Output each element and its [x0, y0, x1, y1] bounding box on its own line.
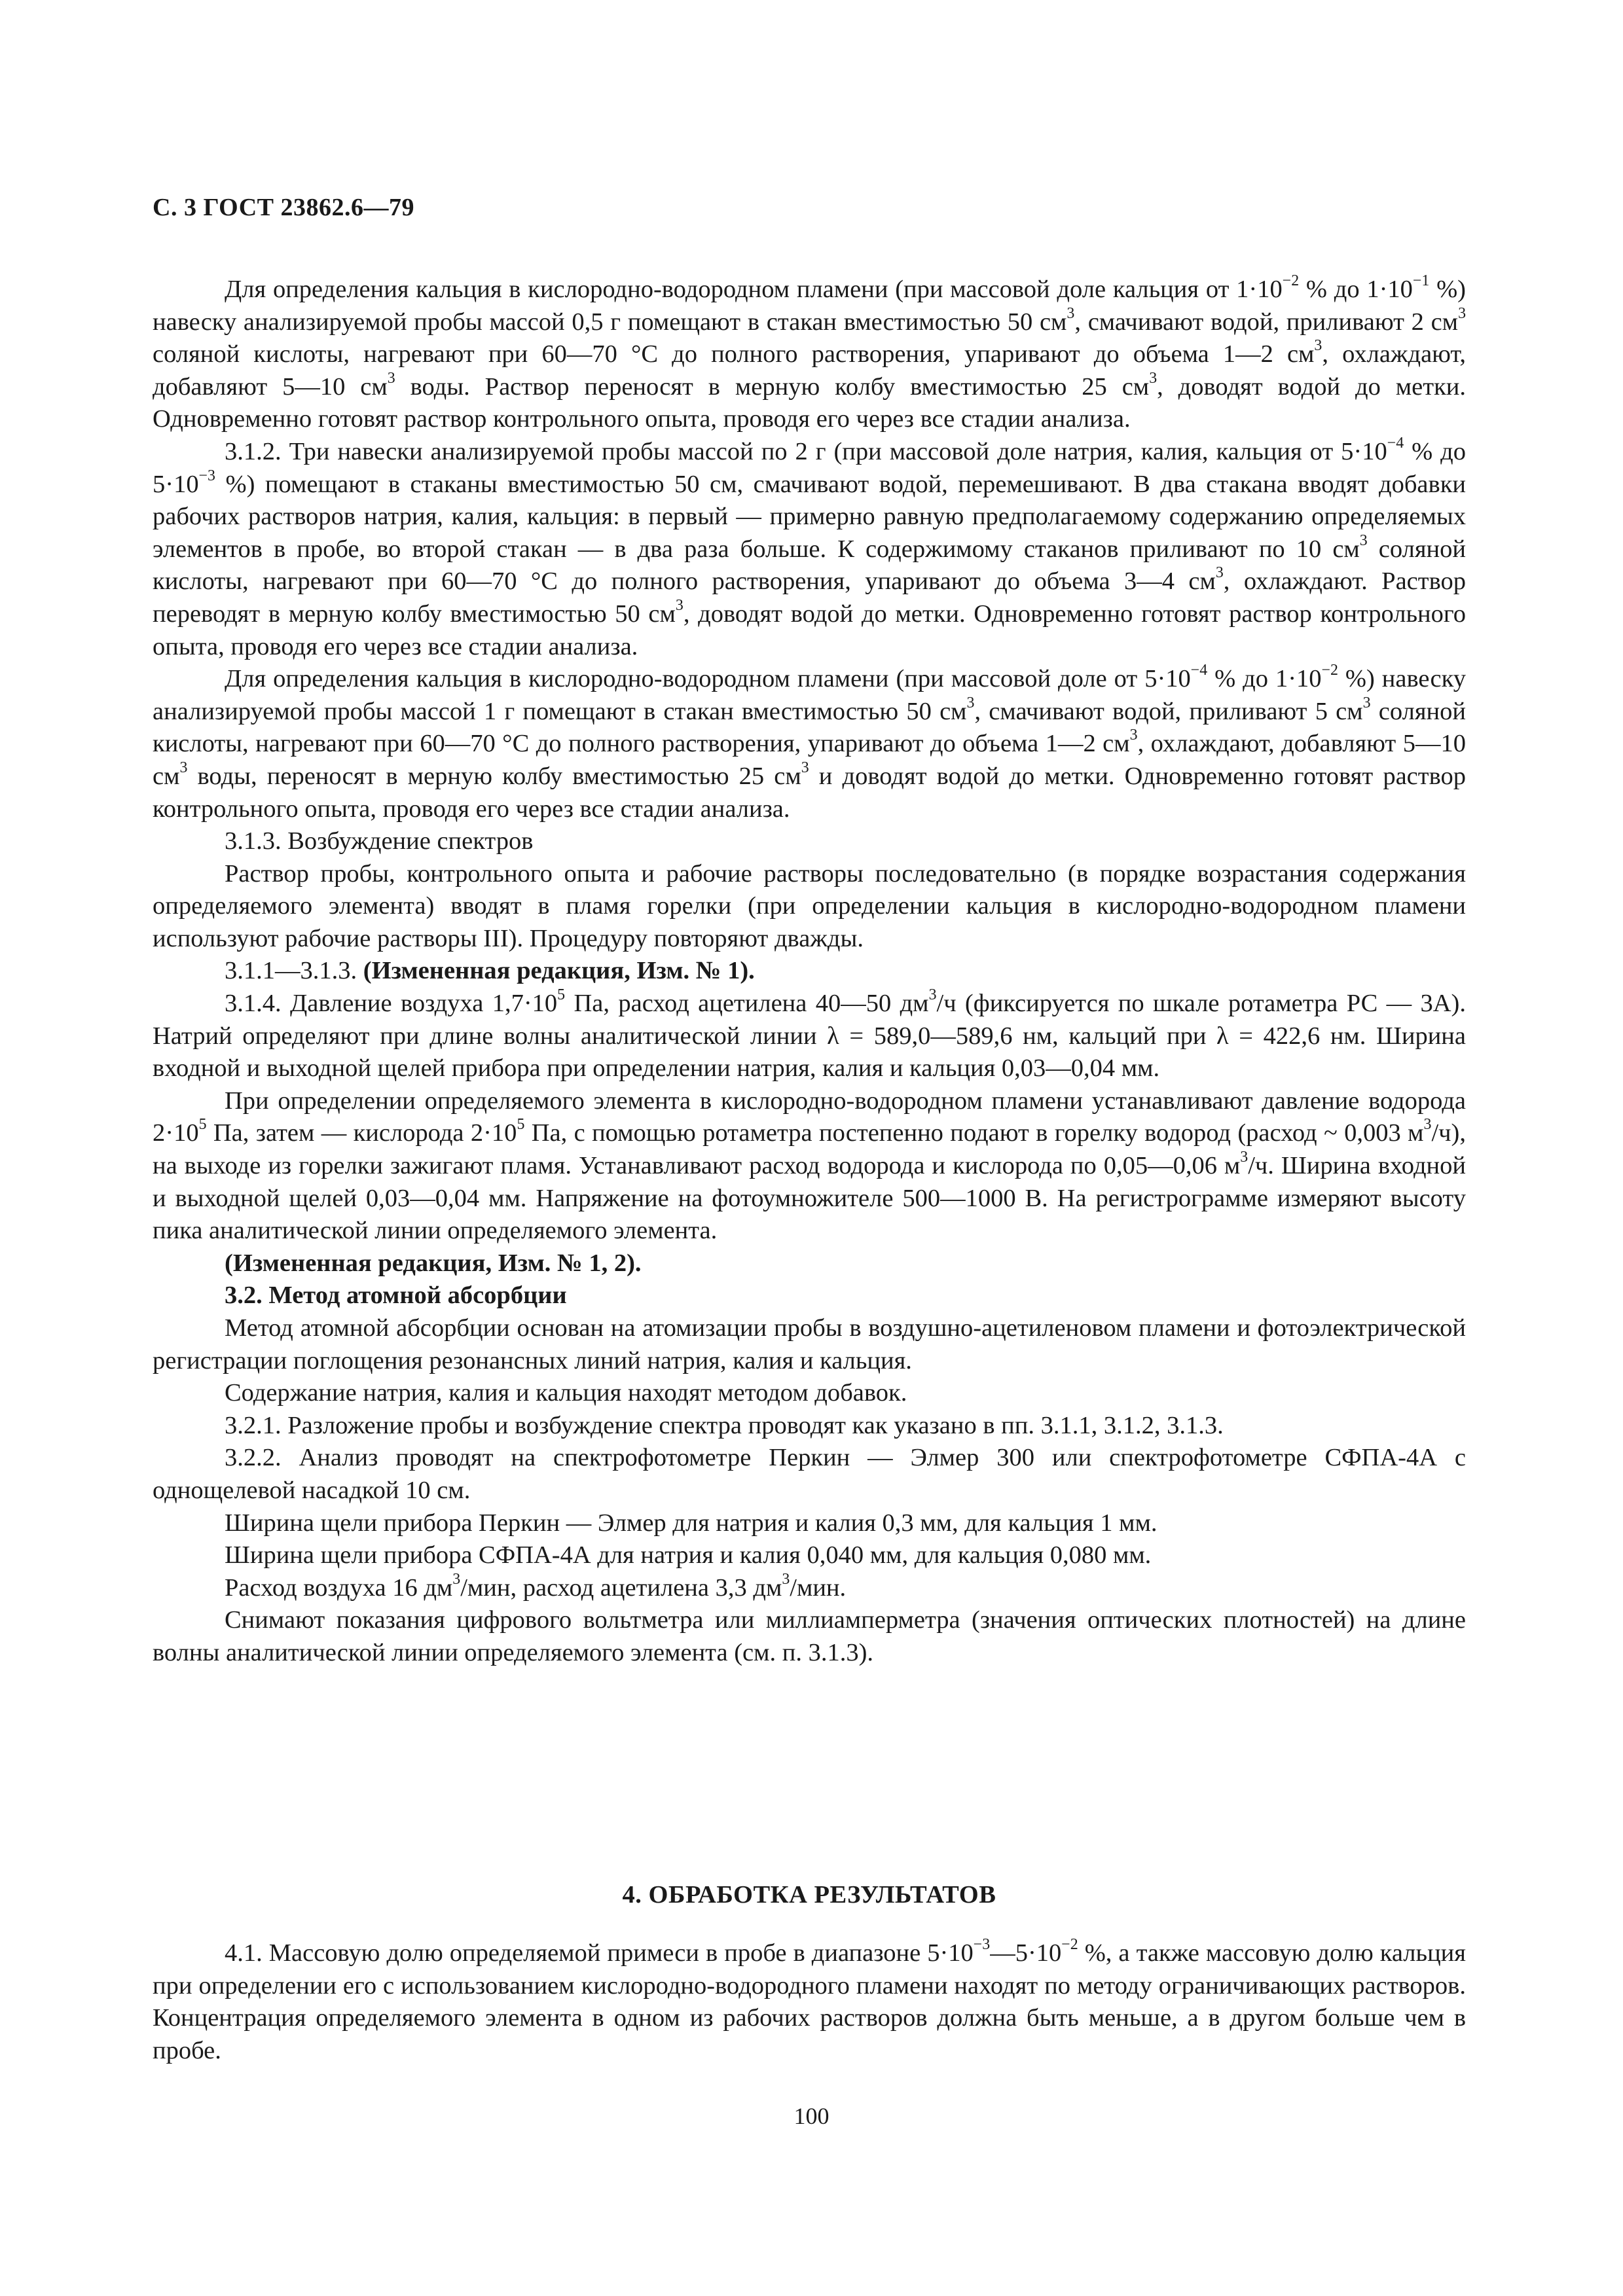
section-4-text: [153, 1937, 1466, 2067]
paragraph-p6: 3.1.1—3.1.3. (Измененная редакция, Изм. № 1).: [225, 957, 755, 985]
paragraph-p4: 3.1.3. Возбуждение спектров: [225, 827, 534, 855]
paragraph-p5: Раствор пробы, контрольного опыта и рабочие растворы последовательно (в порядке возрастания содержания определяемого элемента) вводят в пламя горелки (при определении кальция в кислородно-водородном пламени используют рабочие растворы III). Процедуру повторяют дважды.: [153, 859, 1466, 952]
paragraph-p3: Для определения кальция в кислородно-водородном пламени (при массовой доле от $5\cdot 10^{-4}$ % до $1\cdot 10^{-2}$ %) навеску анализируемой пробы массой 1 г помещают в стакан вместимостью 50 $см^3$, смачивают водой, приливают 5 $см^3$ соляной кислоты, нагревают при 60—70 °С до полного растворения, упаривают до объема 1—2 $см^3$, охлаждают, добавляют 5—10 $см^3$ воды, переносят в мерную колбу вместимостью 25 $см^3$ и доводят водой до метки. Одновременно готовят раствор контрольного опыта, проводя его через все стадии анализа.: [153, 662, 1466, 823]
paragraph-p14: 3.2.2. Анализ проводят на спектрофотометре Перкин — Элмер 300 или спектрофотометре СФПА-4А с однощелевой насадкой 10 см.: [153, 1444, 1466, 1504]
paragraph-p2: 3.1.2. Три навески анализируемой пробы массой по 2 г (при массовой доле натрия, калия, кальция от $5\cdot 10^{-4}$ % до $5\cdot 10^{-3}$ %) помещают в стаканы вместимостью 50 см, смачивают водой, перемешивают. В два стакана вводят добавки рабочих растворов натрия, калия, кальция: в первый — примерно равную предполагаемому содержанию определяемых элементов в пробе, во второй стакан — в два раза больше. К содержимому стаканов приливают по 10 $см^3$ соляной кислоты, нагревают при 60—70 °С до полного растворения, упаривают до объема 3—4 $см^3$, охлаждают. Раствор переводят в мерную колбу вместимостью 50 $см^3$, доводят водой до метки. Одновременно готовят раствор контрольного опыта, проводя его через все стадии анализа.: [153, 435, 1466, 660]
paragraph-p8: При определении определяемого элемента в кислородно-водородном пламени устанавливают давление водорода $2\cdot 10^5$ Па, затем — кислорода $2\cdot 10^5$ Па, с помощью ротаметра постепенно подают в горелку водород (расход ~ 0,003 $м^3/ч$), на выходе из горелки зажигают пламя. Устанавливают расход водорода и кислорода по 0,05—0,06 $м^3/ч$. Ширина входной и выходной щелей 0,03—0,04 мм. Напряжение на фотоумножителе 500—1000 В. На регистрограмме измеряют высоту пика аналитической линии определяемого элемента.: [153, 1086, 1466, 1245]
paragraph-p18: Снимают показания цифрового вольтметра или миллиамперметра (значения оптических плотностей) на длине волны аналитической линии определяемого элемента (см. п. 3.1.3).: [153, 1606, 1466, 1666]
paragraph-s4p1: 4.1. Массовую долю определяемой примеси в пробе в диапазоне $5\cdot 10^{-3}—5\cdot 10^{-2}$ %, а также массовую долю кальция при определении его с использованием кислородно-водородного пламени находят по методу ограничивающих растворов. Концентрация определяемого элемента в одном из рабочих растворов должна быть меньше, а в другом больше чем в пробе.: [153, 1936, 1466, 2064]
paragraph-p1: Для определения кальция в кислородно-водородном пламени (при массовой доле кальция от $1\cdot 10^{-2}$ % до $1\cdot 10^{-1}$ %) навеску анализируемой пробы массой 0,5 г помещают в стакан вместимостью 50 $см^3$, смачивают водой, приливают 2 $см^3$ соляной кислоты, нагревают при 60—70 °С до полного растворения, упаривают до объема 1—2 $см^3$, охлаждают, добавляют 5—10 $см^3$ воды. Раствор переносят в мерную колбу вместимостью 25 $см^3$, доводят водой до метки. Одновременно готовят раствор контрольного опыта, проводя его через все стадии анализа.: [153, 272, 1466, 433]
paragraph-p10: 3.2. Метод атомной абсорбции: [225, 1282, 567, 1310]
paragraph-p17: Расход воздуха 16 $дм^3$/мин, расход ацетилена 3,3 $дм^3$/мин.: [225, 1570, 847, 1602]
section-title: 4. ОБРАБОТКА РЕЗУЛЬТАТОВ: [622, 1881, 996, 1909]
paragraph-p12: Содержание натрия, калия и кальция находят методом добавок.: [225, 1379, 907, 1407]
paragraph-p13: 3.2.1. Разложение пробы и возбуждение спектра проводят как указано в пп. 3.1.1, 3.1.2, 3.1.3.: [225, 1411, 1224, 1439]
paragraph-p7: 3.1.4. Давление воздуха $1,7\cdot 10^5$ Па, расход ацетилена 40—50 $дм^3/ч$ (фиксируется по шкале ротаметра РС — 3А). Натрий определяют при длине волны аналитической линии λ = 589,0—589,6 нм, кальций при λ = 422,6 нм. Ширина входной и выходной щелей прибора при определении натрия, калия и кальция 0,03—0,04 мм.: [153, 986, 1466, 1083]
paragraph-p15: Ширина щели прибора Перкин — Элмер для натрия и калия 0,3 мм, для кальция 1 мм.: [225, 1509, 1158, 1537]
paragraph-p11: Метод атомной абсорбции основан на атомизации пробы в воздушно-ацетиленовом пламени и фотоэлектрической регистрации поглощения резонансных линий натрия, калия и кальция.: [153, 1314, 1466, 1374]
paragraph-p16: Ширина щели прибора СФПА-4А для натрия и калия 0,040 мм, для кальция 0,080 мм.: [225, 1541, 1152, 1570]
page-header: С. 3 ГОСТ 23862.6—79: [153, 194, 414, 221]
body-text: [153, 274, 1466, 1670]
paragraph-p9: (Измененная редакция, Изм. № 1, 2).: [225, 1249, 642, 1277]
page-number: 100: [793, 2103, 830, 2129]
